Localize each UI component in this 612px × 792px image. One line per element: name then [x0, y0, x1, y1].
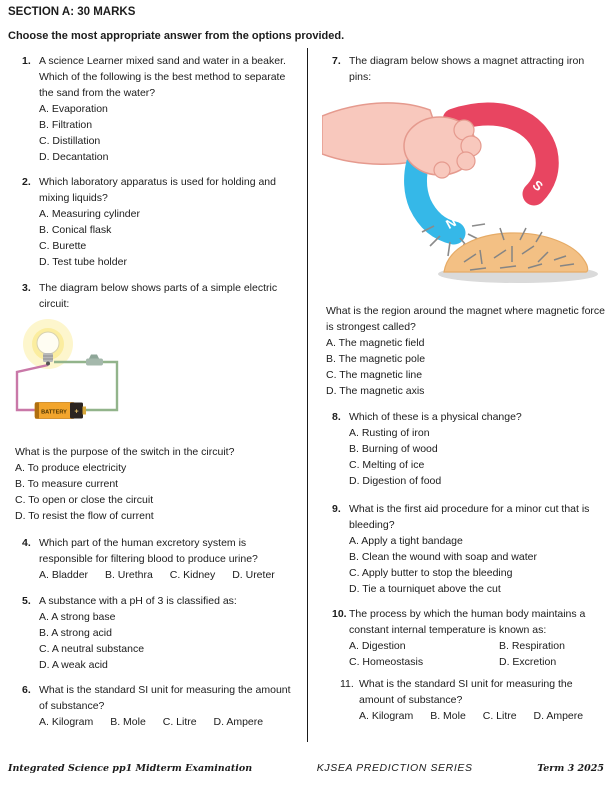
option: A. A strong base	[39, 611, 116, 623]
option: A. Evaporation	[39, 103, 108, 115]
options-row	[39, 567, 302, 583]
magnet-diagram	[322, 94, 604, 286]
option: D. To resist the flow of current	[15, 510, 154, 522]
question-body	[39, 280, 302, 312]
question-text: Which part of the human excretory system is responsible for filtering blood to produce urine?	[39, 537, 258, 565]
column-divider	[307, 48, 308, 742]
option: B. The magnetic pole	[326, 353, 426, 365]
option: C. Burette	[39, 240, 87, 252]
north-pole-label: N	[443, 214, 459, 232]
question-body	[349, 606, 606, 670]
question-body	[349, 53, 606, 85]
question-number: 1.	[22, 55, 31, 67]
option: B. Urethra	[104, 569, 153, 581]
finger	[457, 152, 475, 170]
question-text: Which of these is a physical change?	[349, 411, 522, 423]
option: D. Ureter	[232, 569, 275, 581]
option: C. Kidney	[169, 569, 216, 581]
magnet-figure	[322, 94, 606, 291]
bulb-icon	[37, 332, 59, 354]
option: B. To measure current	[15, 478, 119, 490]
option: A. Kilogram	[359, 710, 414, 722]
option: B. Clean the wound with soap and water	[349, 551, 537, 563]
question-6	[22, 682, 302, 730]
question-body	[349, 409, 606, 489]
south-pole-label: S	[529, 177, 547, 195]
options-row	[39, 714, 302, 730]
option: D. Ampere	[213, 716, 264, 728]
option: A. Measuring cylinder	[39, 208, 140, 220]
option: B. Filtration	[39, 119, 93, 131]
question-body	[39, 682, 302, 730]
question-8	[332, 409, 606, 489]
question-number: 6.	[22, 684, 31, 696]
question-text: The diagram below shows parts of a simple electric circuit:	[39, 282, 278, 310]
question-text: A science Learner mixed sand and water in a beaker. Which of the following is the best method to separate the sand from the water?	[39, 55, 286, 99]
question-10	[332, 606, 606, 670]
option: B. Mole	[110, 716, 146, 728]
option: C. A neutral substance	[39, 643, 145, 655]
option: D. Decantation	[39, 151, 109, 163]
section-title: SECTION A: 30 MARKS	[8, 6, 136, 18]
question-number: 3.	[22, 282, 31, 294]
option: C. Apply butter to stop the bleeding	[349, 567, 513, 579]
question-number: 4.	[22, 537, 31, 549]
question-number: 11.	[340, 678, 354, 690]
option: A. Rusting of iron	[349, 427, 430, 439]
question-number: 8.	[332, 411, 341, 423]
question-4	[22, 535, 302, 583]
question-text: A substance with a pH of 3 is classified as:	[39, 595, 237, 607]
option: D. Digestion of food	[349, 475, 442, 487]
option: B. Mole	[430, 710, 466, 722]
option: A. The magnetic field	[326, 337, 425, 349]
question-body	[39, 593, 302, 673]
question-1	[22, 53, 302, 165]
question-body	[39, 53, 302, 165]
option: A. Apply a tight bandage	[349, 535, 463, 547]
option: A. Bladder	[39, 569, 89, 581]
question-body	[39, 174, 302, 270]
option: D. Excretion	[499, 656, 557, 668]
right-column	[322, 53, 606, 724]
question-3-follow	[15, 444, 302, 524]
instruction-line: Choose the most appropriate answer from the options provided.	[8, 30, 345, 42]
option: C. Distillation	[39, 135, 101, 147]
option: C. Litre	[482, 710, 517, 722]
question-9	[332, 501, 606, 597]
question-text: What is the standard SI unit for measuring the amount of substance?	[359, 678, 573, 706]
question-number: 7.	[332, 55, 341, 67]
battery-tip	[83, 407, 87, 415]
bulb-contact	[46, 362, 50, 366]
question-number: 10.	[332, 608, 347, 620]
option: D. Tie a tourniquet above the cut	[349, 583, 501, 595]
option: C. Homeostasis	[349, 656, 424, 668]
footer-term: Term 3 2025	[537, 763, 604, 774]
question-body	[349, 501, 606, 597]
option: B. Burning of wood	[349, 443, 438, 455]
question-2	[22, 174, 302, 270]
option: C. Litre	[162, 716, 197, 728]
footer-series-title: KJSEA PREDICTION SERIES	[316, 762, 473, 774]
option: B. Respiration	[499, 640, 565, 652]
option: C. Melting of ice	[349, 459, 425, 471]
option: D. The magnetic axis	[326, 385, 425, 397]
question-5	[22, 593, 302, 673]
question-number: 9.	[332, 503, 341, 515]
question-7-follow	[326, 303, 606, 399]
circuit-figure	[12, 317, 302, 432]
left-column	[10, 53, 302, 730]
battery-stripe	[35, 403, 39, 419]
option: A. To produce electricity	[15, 462, 127, 474]
question-11	[340, 676, 606, 724]
question-number: 5.	[22, 595, 31, 607]
question-text: What is the standard SI unit for measuring the amount of substance?	[39, 684, 291, 712]
thumb	[434, 162, 450, 178]
question-text: The diagram below shows a magnet attracting iron pins:	[349, 55, 585, 83]
option: B. A strong acid	[39, 627, 112, 639]
question-text: Which laboratory apparatus is used for holding and mixing liquids?	[39, 176, 276, 204]
question-body	[39, 535, 302, 583]
question-number: 2.	[22, 176, 31, 188]
option: D. Test tube holder	[39, 256, 127, 268]
question-text: The process by which the human body maintains a constant internal temperature is known as:	[349, 608, 586, 636]
circuit-diagram	[12, 317, 212, 427]
battery-plus-sign: +	[74, 408, 79, 416]
switch-body	[86, 359, 103, 366]
question-7	[332, 53, 606, 85]
question-body	[359, 676, 606, 724]
option: A. Digestion	[349, 640, 406, 652]
question-text: What is the first aid procedure for a minor cut that is bleeding?	[349, 503, 590, 531]
option: C. To open or close the circuit	[15, 494, 154, 506]
option: C. The magnetic line	[326, 369, 423, 381]
option: B. Conical flask	[39, 224, 112, 236]
question-text: What is the purpose of the switch in the circuit?	[15, 446, 235, 458]
options-row	[359, 708, 606, 724]
option: A. Kilogram	[39, 716, 94, 728]
options-grid	[349, 638, 606, 670]
bulb-screw-base	[43, 353, 53, 362]
switch-lever	[89, 355, 99, 359]
battery-label: BATTERY	[41, 409, 67, 416]
footer-exam-title: Integrated Science pp1 Midterm Examination	[8, 763, 253, 774]
option: D. Ampere	[533, 710, 584, 722]
option: D. A weak acid	[39, 659, 108, 671]
question-text: What is the region around the magnet where magnetic force is strongest called?	[326, 305, 605, 333]
page-footer	[8, 760, 604, 777]
question-3	[22, 280, 302, 312]
